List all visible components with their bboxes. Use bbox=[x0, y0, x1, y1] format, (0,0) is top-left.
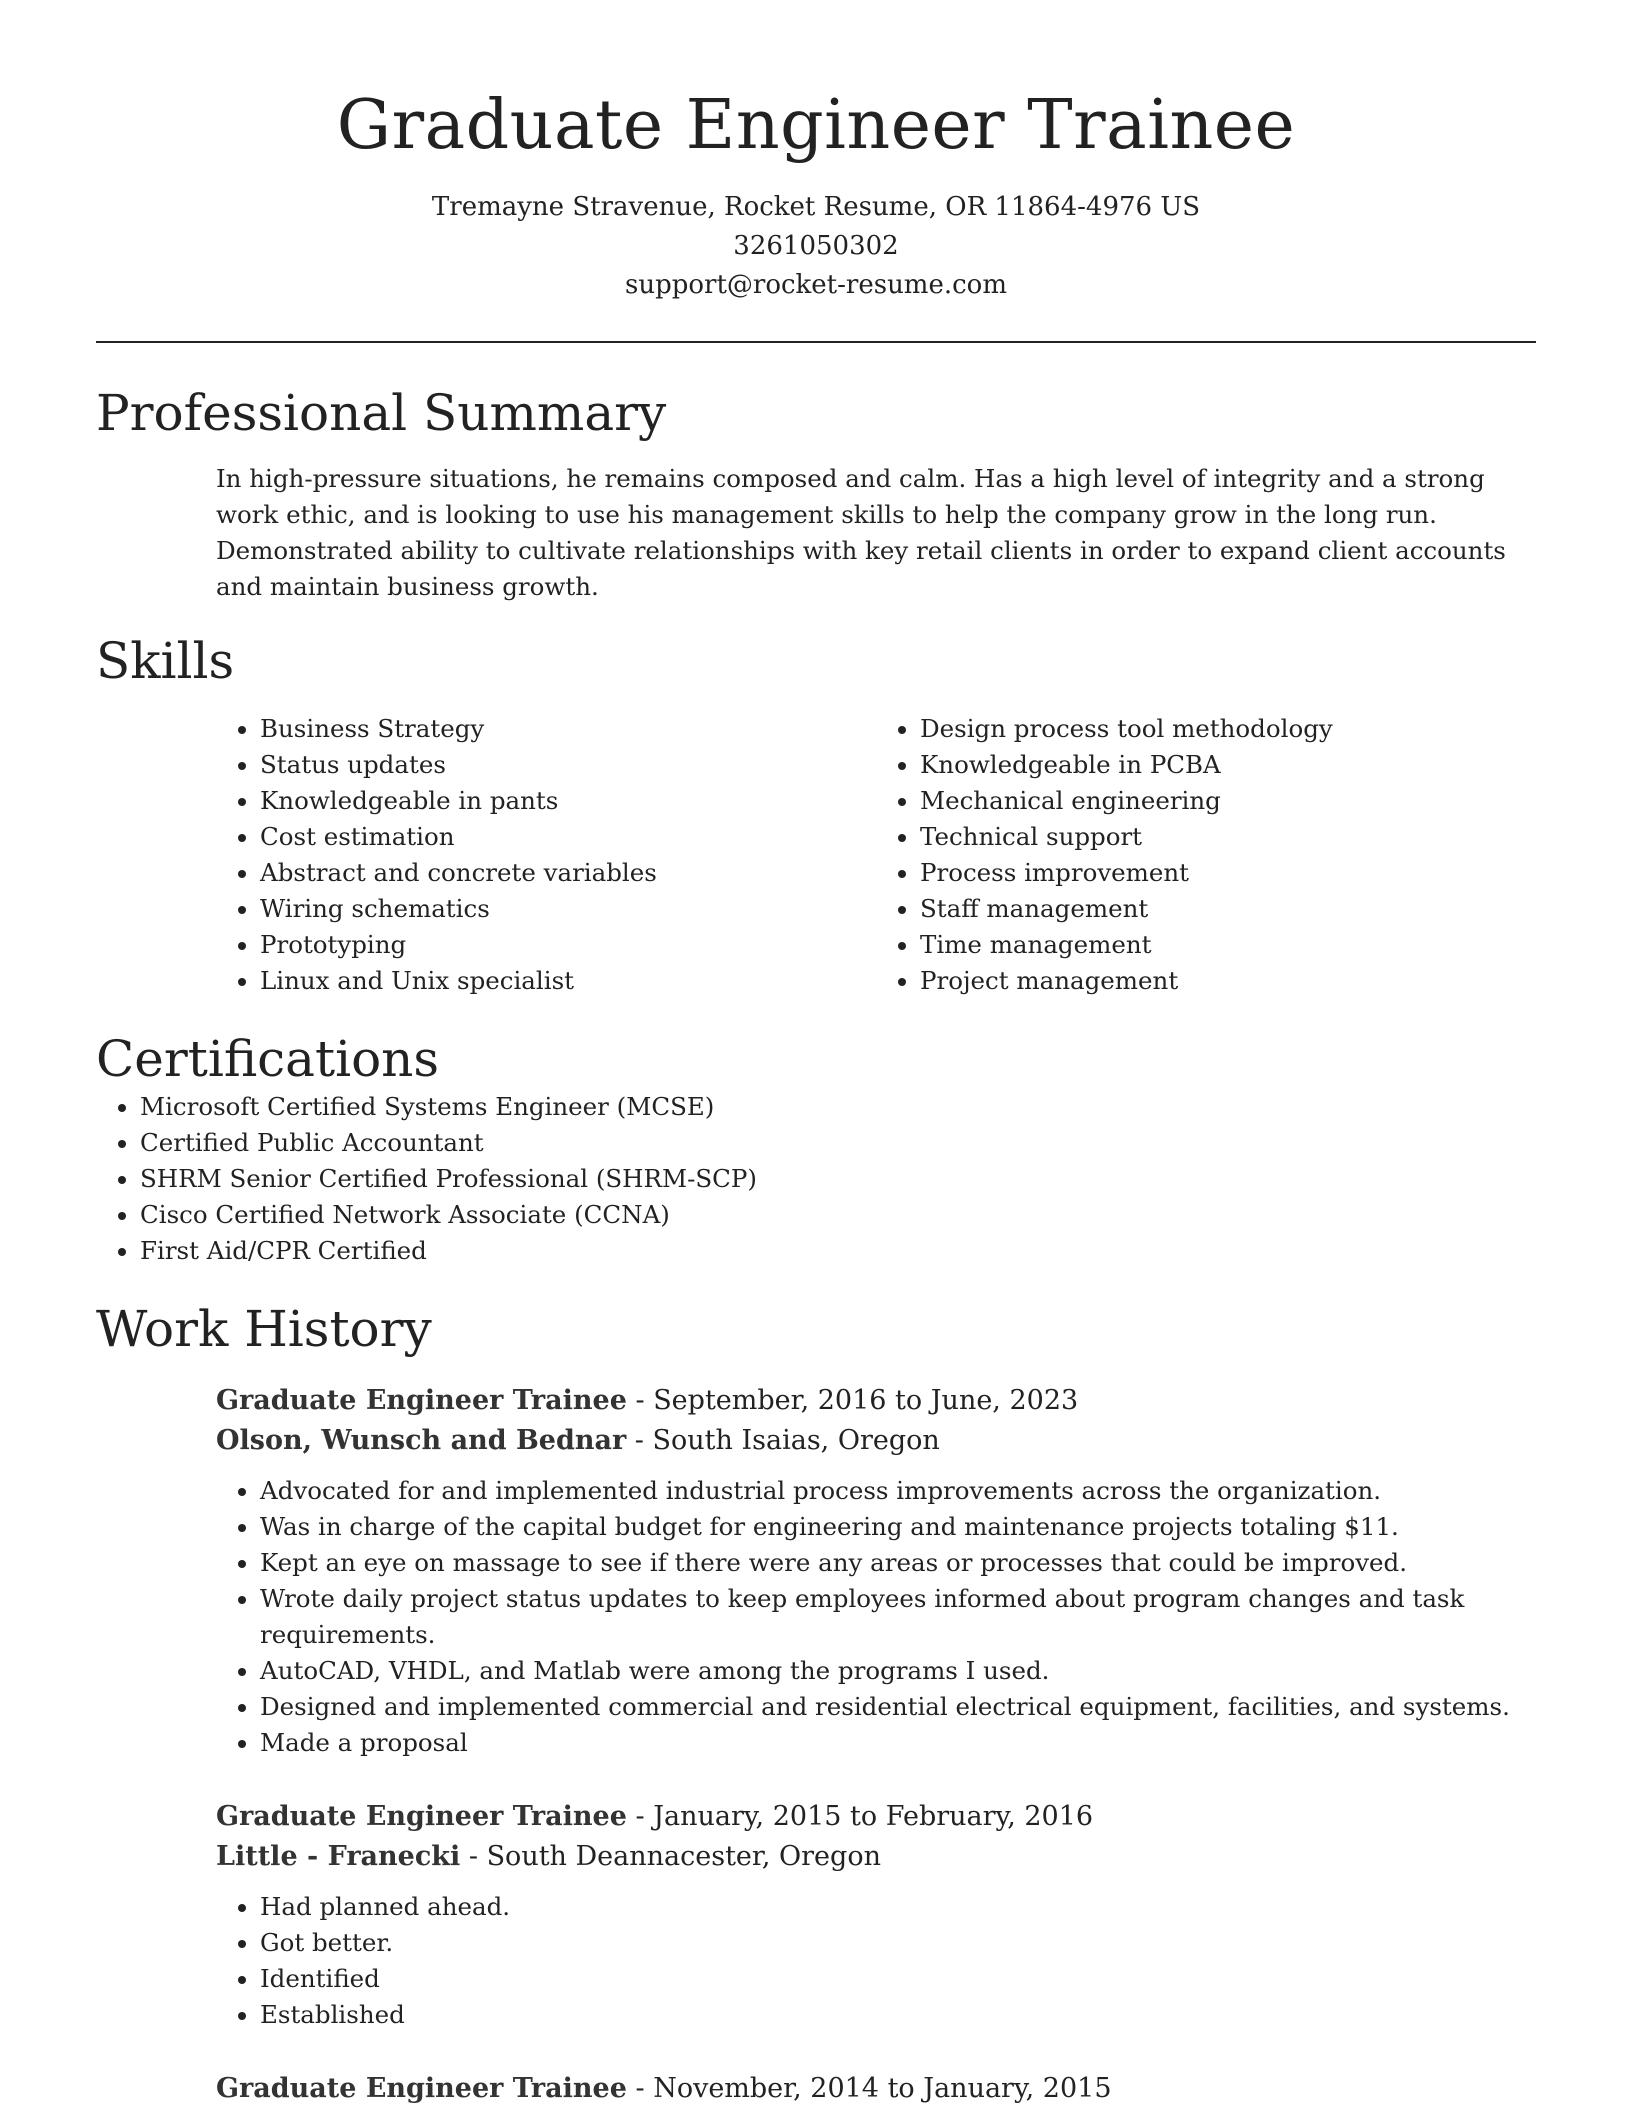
skill-item: • Process improvement bbox=[920, 855, 1536, 891]
skill-item: • Project management bbox=[920, 963, 1536, 999]
skill-item: • Knowledgeable in pants bbox=[260, 783, 876, 819]
job-duty: • Established bbox=[260, 1997, 1536, 2033]
contact-block bbox=[96, 188, 1536, 305]
skill-item: • Prototyping bbox=[260, 927, 876, 963]
job-title-line bbox=[216, 1797, 1536, 1837]
job-dates: November, 2014 to January, 2015 bbox=[653, 2073, 1112, 2104]
separator: - bbox=[460, 1841, 487, 1872]
separator: - bbox=[626, 1385, 654, 1416]
job-company-line bbox=[216, 1837, 1536, 1877]
separator: - bbox=[626, 1801, 654, 1832]
job-entry bbox=[216, 2069, 1536, 2109]
skill-item: • Abstract and concrete variables bbox=[260, 855, 876, 891]
candidate-name: Graduate Engineer Trainee bbox=[336, 86, 1296, 165]
certification-item: • SHRM Senior Certified Professional (SHRM-SCP) bbox=[140, 1161, 1536, 1197]
contact-phone: 3261050302 bbox=[733, 231, 899, 261]
job-title-line bbox=[216, 2069, 1536, 2109]
job-duty: • Was in charge of the capital budget for engineering and maintenance projects totaling $11. bbox=[260, 1509, 1536, 1545]
job-title: Graduate Engineer Trainee bbox=[216, 1801, 627, 1832]
summary-text: In high-pressure situations, he remains composed and calm. Has a high level of integrity and a strong work ethic, and is looking to use his management skills to help the company grow in the long run. Demonstrated ability to cultivate relationships with key retail clients in order to expand client accounts and maintain business growth. bbox=[216, 464, 1506, 601]
job-duty: • Got better. bbox=[260, 1925, 1536, 1961]
job-duty: • Wrote daily project status updates to keep employees informed about program changes and task requirements. bbox=[260, 1581, 1536, 1653]
summary-heading: Professional Summary bbox=[96, 384, 667, 442]
contact-address: Tremayne Stravenue, Rocket Resume, OR 11864-4976 US bbox=[431, 192, 1201, 222]
skills-heading: Skills bbox=[96, 632, 235, 690]
job-duty: • AutoCAD, VHDL, and Matlab were among the programs I used. bbox=[260, 1653, 1536, 1689]
job-location: South Isaias, Oregon bbox=[652, 1425, 940, 1456]
job-duty: • Kept an eye on massage to see if there were any areas or processes that could be improved. bbox=[260, 1545, 1536, 1581]
job-duty: • Designed and implemented commercial and residential electrical equipment, facilities, and systems. bbox=[260, 1689, 1536, 1725]
skill-item: • Staff management bbox=[920, 891, 1536, 927]
skills-columns bbox=[216, 711, 1536, 999]
certification-item: • First Aid/CPR Certified bbox=[140, 1233, 1536, 1269]
skill-item: • Status updates bbox=[260, 747, 876, 783]
job-duties-list bbox=[216, 1889, 1536, 2033]
job-company: Little - Franecki bbox=[216, 1841, 461, 1872]
separator: - bbox=[626, 1425, 653, 1456]
job-duty: • Made a proposal bbox=[260, 1725, 1536, 1761]
skill-item: • Wiring schematics bbox=[260, 891, 876, 927]
job-dates: September, 2016 to June, 2023 bbox=[653, 1385, 1079, 1416]
job-duty: • Advocated for and implemented industrial process improvements across the organization. bbox=[260, 1473, 1536, 1509]
contact-email: support@rocket-resume.com bbox=[624, 270, 1007, 300]
skill-item: • Linux and Unix specialist bbox=[260, 963, 876, 999]
job-entry bbox=[216, 1797, 1536, 2033]
job-entry bbox=[216, 1381, 1536, 1761]
resume-page bbox=[96, 0, 1536, 2109]
job-title: Graduate Engineer Trainee bbox=[216, 1385, 627, 1416]
job-location: South Deannacester, Oregon bbox=[486, 1841, 881, 1872]
skill-item: • Business Strategy bbox=[260, 711, 876, 747]
skill-item: • Mechanical engineering bbox=[920, 783, 1536, 819]
skill-item: • Design process tool methodology bbox=[920, 711, 1536, 747]
job-dates: January, 2015 to February, 2016 bbox=[653, 1801, 1094, 1832]
skill-item: • Technical support bbox=[920, 819, 1536, 855]
job-company-line bbox=[216, 1421, 1536, 1461]
skills-list-right bbox=[876, 711, 1536, 999]
job-title-line bbox=[216, 1381, 1536, 1421]
skill-item: • Time management bbox=[920, 927, 1536, 963]
skill-item: • Cost estimation bbox=[260, 819, 876, 855]
job-duty: • Had planned ahead. bbox=[260, 1889, 1536, 1925]
separator: - bbox=[626, 2073, 654, 2104]
work-history-heading: Work History bbox=[96, 1300, 432, 1358]
certification-item: • Microsoft Certified Systems Engineer (MCSE) bbox=[140, 1089, 1536, 1125]
certifications-list bbox=[96, 1089, 1536, 1269]
job-duties-list bbox=[216, 1473, 1536, 1761]
job-title: Graduate Engineer Trainee bbox=[216, 2073, 627, 2104]
skill-item: • Knowledgeable in PCBA bbox=[920, 747, 1536, 783]
header-divider bbox=[96, 341, 1536, 343]
job-duty: • Identified bbox=[260, 1961, 1536, 1997]
skills-list-left bbox=[216, 711, 876, 999]
certification-item: • Certified Public Accountant bbox=[140, 1125, 1536, 1161]
job-company: Olson, Wunsch and Bednar bbox=[216, 1425, 627, 1456]
certifications-heading: Certifications bbox=[96, 1030, 440, 1088]
certification-item: • Cisco Certified Network Associate (CCNA) bbox=[140, 1197, 1536, 1233]
